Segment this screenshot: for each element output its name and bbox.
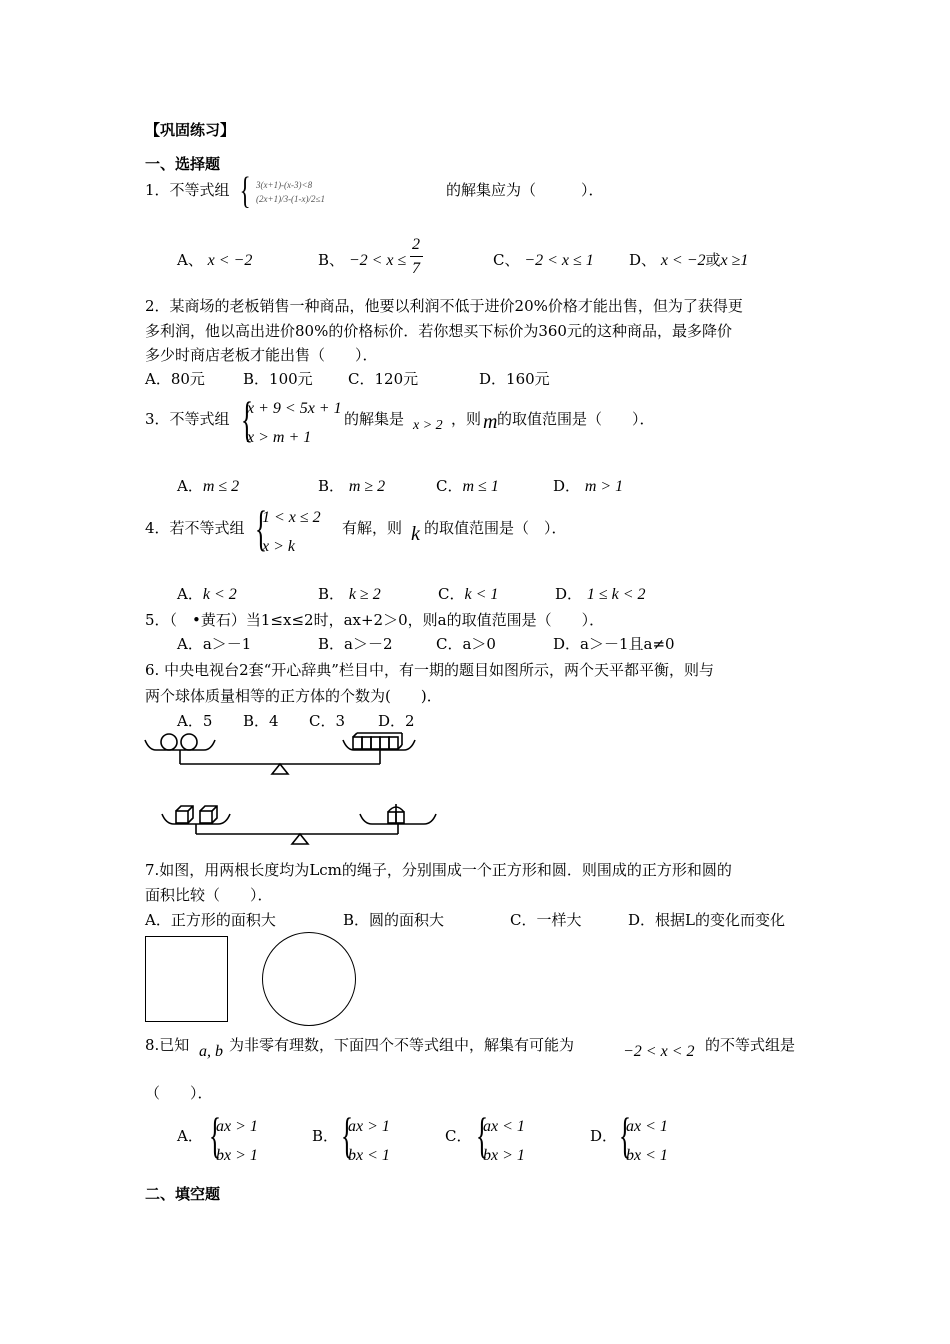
q3-option-d-label: D．: [553, 477, 581, 495]
q8-stem-suffix: 的不等式组是: [705, 1036, 796, 1054]
balance-1-left-pan: [145, 740, 215, 750]
q2-line-2: 多利润，他以高出进价80%的价格标价．若你想买下标价为360元的这种商品，最多降价: [145, 322, 732, 340]
q1-option-b-expr: −2 < x ≤: [348, 252, 407, 269]
q1-option-b: [318, 250, 406, 271]
q8-option-b-label: B．: [312, 1127, 339, 1145]
q6-option-a: A．5: [177, 712, 213, 730]
q4-option-d-label: D．: [555, 585, 583, 603]
balance-2-fulcrum: [292, 834, 308, 844]
q3-system-line1: x + 9 < 5x + 1: [247, 400, 342, 417]
q3-brace: {: [241, 391, 253, 447]
q8-option-d-line2: bx < 1: [626, 1147, 668, 1164]
q1-option-a-expr: x < −2: [207, 252, 253, 269]
q4-option-b-expr: k ≥ 2: [348, 586, 381, 603]
q5-option-a: A．a＞－1: [177, 635, 252, 653]
q8-option-a-line1: ax > 1: [216, 1118, 258, 1135]
q1-option-d-expr2: x ≥1: [720, 252, 749, 269]
q8-option-d-label: D．: [590, 1127, 618, 1145]
q7-option-c: C．一样大: [510, 911, 582, 929]
q8-option-c-label: C．: [445, 1127, 472, 1145]
q8-vars: a, b: [199, 1043, 223, 1060]
q8-range: −2 < x < 2: [623, 1043, 695, 1060]
q8-stem-mid: 为非零有理数，下面四个不等式组中，解集有可能为: [229, 1036, 575, 1054]
q4-option-a: [177, 584, 237, 605]
q1-stem-suffix: 的解集应为（ ）．: [446, 181, 604, 199]
q5-option-c: C．a＞0: [436, 635, 496, 653]
q2-option-a: A．80元: [145, 370, 205, 388]
q1-option-b-numerator: 2: [412, 236, 420, 253]
q1-system-line1: 3(x+1)-(x-3)<8: [256, 180, 313, 190]
q4-system-line1: 1 < x ≤ 2: [262, 509, 321, 526]
q1-option-a: [177, 250, 252, 271]
q1-option-d-or: 或: [705, 251, 721, 269]
q1-option-b-denominator: 7: [412, 260, 420, 277]
q8-option-b-brace: {: [341, 1107, 353, 1163]
q1-option-d: [629, 250, 748, 271]
q4-stem-suffix: 的取值范围是（ ）．: [424, 519, 567, 537]
q1-system-line2: (2x+1)/3-(1-x)/2≤1: [256, 194, 325, 204]
balance-2-cubes-left: [176, 806, 217, 823]
q4-option-c-label: C．: [438, 585, 465, 603]
q4-option-b-label: B．: [318, 585, 345, 603]
q1-brace: {: [239, 170, 251, 212]
q8-option-b-line1: ax > 1: [348, 1118, 390, 1135]
q4-brace: {: [255, 500, 267, 556]
part2-heading: 二、填空题: [145, 1185, 221, 1203]
part1-heading: 一、选择题: [145, 155, 221, 173]
balance-1-ball: [161, 734, 177, 750]
q2-option-c: C．120元: [348, 370, 419, 388]
q1-option-b-label: B、: [318, 251, 345, 269]
q2-line-3: 多少时商店老板才能出售（ ）．: [145, 346, 378, 364]
q7-line-2: 面积比较（ ）．: [145, 886, 273, 904]
q8-stem-prefix: 8.已知: [145, 1036, 190, 1054]
q6-option-c: C．3: [309, 712, 346, 730]
q8-option-a-brace: {: [209, 1107, 221, 1163]
balance-scale-1-diagram: [140, 728, 440, 780]
q3-option-c-label: C．: [436, 477, 463, 495]
q4-option-a-expr: k < 2: [202, 586, 237, 603]
q3-option-c-expr: m ≤ 1: [462, 478, 499, 495]
balance-2-left-pan: [162, 814, 230, 824]
q8-option-c-line1: ax < 1: [483, 1118, 525, 1135]
q4-option-b: [318, 584, 381, 605]
q6-line-2: 两个球体质量相等的正方体的个数为( )．: [145, 687, 442, 705]
q4-var: k: [411, 523, 420, 545]
q1-option-a-label: A、: [177, 251, 203, 269]
q3-option-d-expr: m > 1: [584, 478, 624, 495]
balance-1-cubes: [353, 733, 402, 749]
q3-stem-suffix: 的取值范围是（ ）．: [497, 410, 655, 428]
q4-mid: 有解，则: [342, 519, 403, 537]
q7-option-b: B．圆的面积大: [343, 911, 445, 929]
circle-shape: [262, 932, 356, 1026]
q1-option-d-label: D、: [629, 251, 657, 269]
q3-stem-prefix: 3．不等式组: [145, 410, 230, 428]
q3-condition: x > 2: [413, 418, 443, 433]
q4-option-d-expr: 1 ≤ k < 2: [586, 586, 646, 603]
q1-stem-prefix: 1．不等式组: [145, 181, 230, 199]
q7-option-a: A．正方形的面积大: [145, 911, 276, 929]
q8-option-d-brace: {: [619, 1107, 631, 1163]
q8-option-a-line2: bx > 1: [216, 1147, 258, 1164]
q1-option-c-expr: −2 < x ≤ 1: [524, 252, 594, 269]
q8-option-c-line2: bx > 1: [483, 1147, 525, 1164]
q4-system-line2: x > k: [262, 538, 295, 555]
q3-option-b: [318, 476, 385, 497]
balance-1-fulcrum: [272, 764, 288, 774]
q3-mid: 的解集是: [344, 410, 405, 428]
q1-option-c: [493, 250, 594, 271]
q1-option-d-expr: x < −2: [660, 252, 706, 269]
q3-option-b-label: B．: [318, 477, 345, 495]
q3-option-c: [436, 476, 499, 497]
q8-option-a-label: A．: [177, 1127, 203, 1145]
q2-option-d: D．160元: [479, 370, 550, 388]
q4-option-a-label: A．: [177, 585, 203, 603]
q5-option-d: D．a＞－1且a≠0: [553, 635, 675, 653]
q8-option-d-line1: ax < 1: [626, 1118, 668, 1135]
q4-option-d: [555, 584, 646, 605]
square-shape: [145, 936, 228, 1022]
q8-option-b-line2: bx < 1: [348, 1147, 390, 1164]
q7-option-d: D．根据L的变化而变化: [628, 911, 785, 929]
q3-var: m: [483, 411, 498, 433]
q2-option-b: B．100元: [243, 370, 313, 388]
q4-option-c-expr: k < 1: [464, 586, 499, 603]
section-title: 【巩固练习】: [145, 121, 236, 139]
q3-option-a-label: A．: [177, 477, 203, 495]
q3-option-a: [177, 476, 239, 497]
q7-line-1: 7.如图，用两根长度均为Lcm的绳子，分别围成一个正方形和圆．则围成的正方形和圆的: [145, 861, 732, 879]
balance-2-ball-and-cubes: [388, 804, 404, 823]
q3-option-a-expr: m ≤ 2: [202, 478, 240, 495]
q2-line-1: 2．某商场的老板销售一种商品，他要以利润不低于进价20%价格才能出售，但为了获得更: [145, 297, 743, 315]
q5-stem: 5．（ •黄石）当1≤x≤2时，ax+2＞0，则a的取值范围是（ ）．: [145, 611, 605, 629]
balance-scale-2-diagram: [160, 800, 440, 848]
q8-line-2: （ ）．: [145, 1084, 213, 1102]
q5-option-b: B．a＞－2: [318, 635, 393, 653]
q6-option-b: B．4: [243, 712, 279, 730]
q6-line-1: 6. 中央电视台2套“开心辞典”栏目中，有一期的题目如图所示，两个天平都平衡，则与: [145, 661, 714, 679]
q3-option-d: [553, 476, 623, 497]
q4-option-c: [438, 584, 498, 605]
q3-option-b-expr: m ≥ 2: [348, 478, 386, 495]
q3-system-line2: x > m + 1: [247, 429, 312, 446]
q6-option-d: D．2: [378, 712, 415, 730]
balance-1-ball: [181, 734, 197, 750]
q8-option-c-brace: {: [476, 1107, 488, 1163]
q3-then: ，则: [451, 410, 482, 428]
q1-option-c-label: C、: [493, 251, 520, 269]
q1-option-b-fraction-bar: [410, 256, 423, 257]
q4-stem-prefix: 4．若不等式组: [145, 519, 245, 537]
